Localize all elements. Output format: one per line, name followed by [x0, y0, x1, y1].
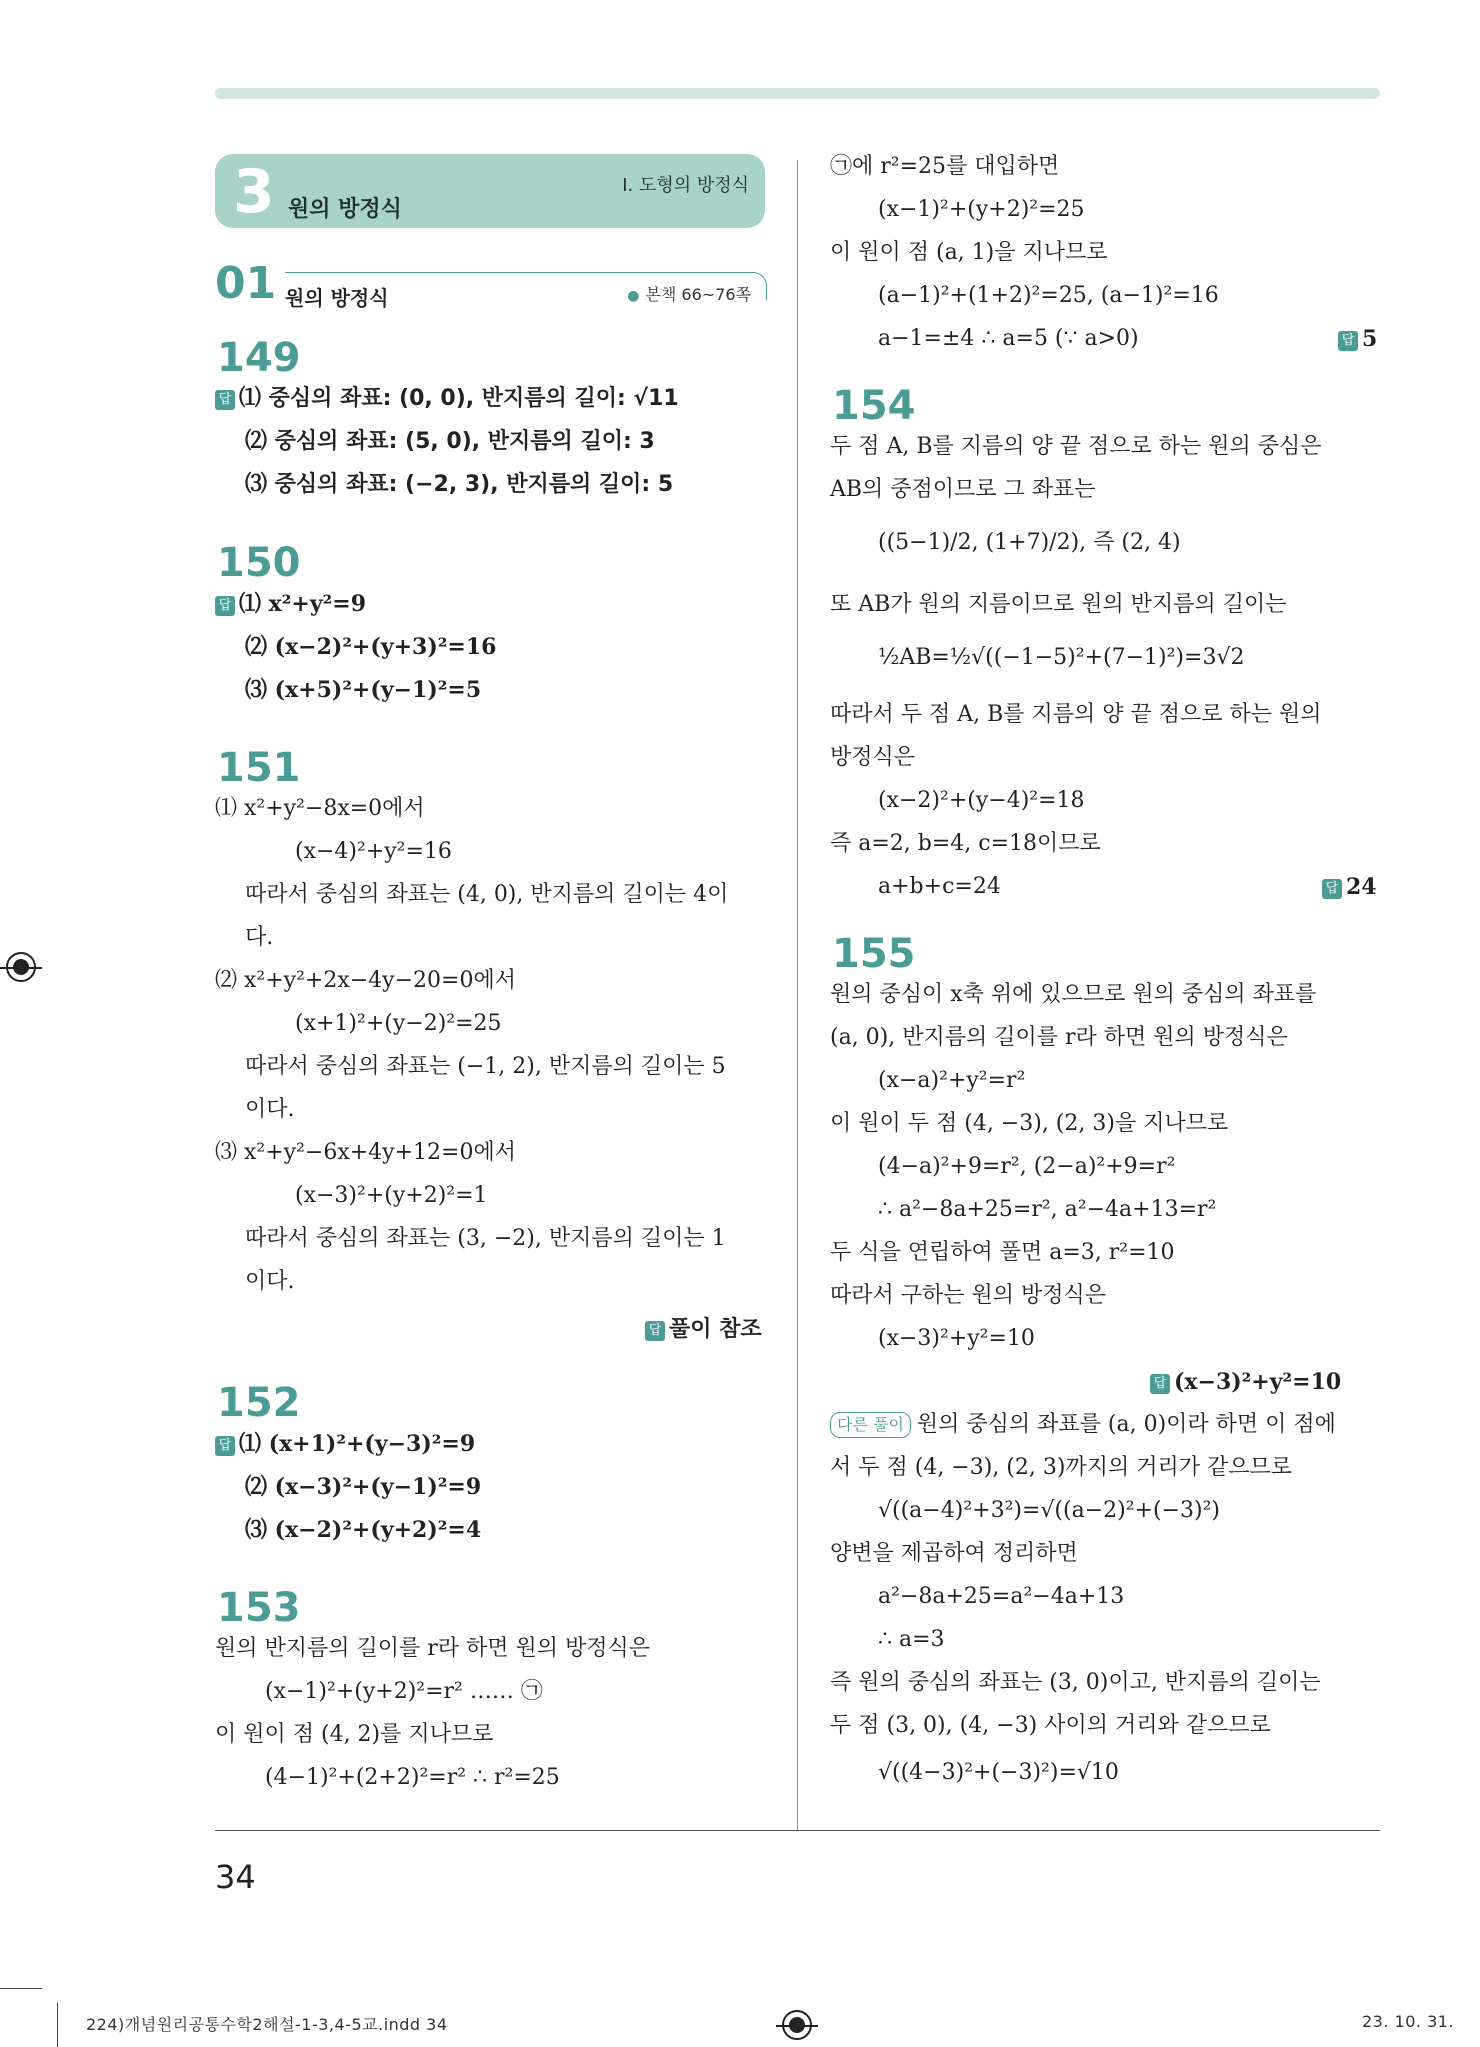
- solution-line: ½AB=½√((−1−5)²+(7−1)²)=3√2: [878, 645, 1245, 670]
- problem-number-153: 153: [217, 1585, 301, 1631]
- section-number: 3: [233, 157, 275, 227]
- final-answer: [1322, 874, 1377, 900]
- solution-line: 즉 a=2, b=4, c=18이므로: [830, 831, 1101, 856]
- solution-line: ⑴ x²+y²−8x=0에서: [215, 796, 425, 821]
- solution-line: (x−2)²+(y−4)²=18: [878, 788, 1085, 813]
- solution-line: (a, 0), 반지름의 길이를 r라 하면 원의 방정식은: [830, 1025, 1288, 1050]
- solution-line: 따라서 두 점 A, B를 지름의 양 끝 점으로 하는 원의: [830, 702, 1322, 727]
- final-answer: [1338, 326, 1377, 352]
- solution-line: ∴ a=3: [878, 1627, 945, 1652]
- textbook-reference: [627, 282, 751, 305]
- solution-line: 두 식을 연립하여 풀면 a=3, r²=10: [830, 1240, 1175, 1265]
- solution-line: ∴ a²−8a+25=r², a²−4a+13=r²: [878, 1197, 1217, 1222]
- problem-number-155: 155: [832, 931, 916, 977]
- answer-badge: 답: [215, 390, 235, 410]
- footer-filename: 224)개념원리공통수학2해설-1-3,4-5교.indd 34: [86, 2015, 448, 2034]
- solution-line: 서 두 점 (4, −3), (2, 3)까지의 거리가 같으므로: [830, 1455, 1292, 1480]
- answer-text: 5: [1362, 326, 1378, 352]
- final-answer: [1150, 1369, 1341, 1395]
- answer-line: ⑶ (x−2)²+(y+2)²=4: [245, 1517, 482, 1543]
- solution-line: 원의 반지름의 길이를 r라 하면 원의 방정식은: [215, 1636, 651, 1661]
- solution-line: [830, 1412, 1336, 1438]
- header-bar: [215, 88, 1380, 99]
- solution-line: (4−1)²+(2+2)²=r² ∴ r²=25: [265, 1765, 560, 1790]
- final-answer: [645, 1312, 762, 1343]
- solution-line: a−1=±4 ∴ a=5 (∵ a>0): [878, 326, 1139, 351]
- answer-line: ⑵ (x−3)²+(y−1)²=9: [245, 1474, 482, 1500]
- solution-line: ((5−1)/2, (1+7)/2), 즉 (2, 4): [878, 530, 1181, 555]
- footer-date: 23. 10. 31.: [1362, 2012, 1455, 2031]
- solution-line: (4−a)²+9=r², (2−a)²+9=r²: [878, 1154, 1176, 1179]
- page-number: 34: [215, 1858, 256, 1896]
- reference-text: 본책 66~76쪽: [645, 285, 751, 304]
- crop-mark: [0, 1988, 42, 1989]
- answer-line: ⑶ 중심의 좌표: (−2, 3), 반지름의 길이: 5: [245, 472, 674, 497]
- solution-line: 또 AB가 원의 지름이므로 원의 반지름의 길이는: [830, 592, 1287, 617]
- answer-line: [215, 591, 366, 617]
- answer-line: ⑶ (x+5)²+(y−1)²=5: [245, 677, 482, 703]
- answer-text: ⑴ 중심의 좌표: (0, 0), 반지름의 길이: √11: [239, 386, 679, 411]
- section-title: 원의 방정식: [288, 197, 402, 222]
- answer-badge: 답: [215, 1436, 235, 1456]
- solution-line: 두 점 (3, 0), (4, −3) 사이의 거리와 같으므로: [830, 1713, 1271, 1738]
- problem-number-154: 154: [832, 383, 916, 429]
- solution-line: √((a−4)²+3²)=√((a−2)²+(−3)²): [878, 1498, 1220, 1523]
- solution-line: 따라서 구하는 원의 방정식은: [830, 1283, 1107, 1308]
- solution-text: 원의 중심의 좌표를 (a, 0)이라 하면 이 점에: [916, 1412, 1336, 1437]
- solution-line: 방정식은: [830, 745, 916, 770]
- solution-line: 다.: [245, 925, 274, 950]
- answer-badge: 답: [1338, 331, 1358, 351]
- solution-line: (x−3)²+y²=10: [878, 1326, 1035, 1351]
- solution-line: 양변을 제곱하여 정리하면: [830, 1541, 1078, 1566]
- answer-line: [215, 386, 679, 412]
- solution-line: AB의 중점이므로 그 좌표는: [830, 477, 1096, 502]
- solution-line: (x−1)²+(y+2)²=25: [878, 197, 1085, 222]
- answer-text: ⑴ x²+y²=9: [239, 591, 367, 617]
- chapter-label: Ⅰ. 도형의 방정식: [622, 175, 749, 196]
- answer-text: 24: [1346, 874, 1377, 900]
- bottom-rule: [215, 1830, 1380, 1831]
- subsection-corner: [753, 272, 767, 300]
- solution-line: 즉 원의 중심의 좌표는 (3, 0)이고, 반지름의 길이는: [830, 1670, 1321, 1695]
- column-divider: [797, 160, 798, 1830]
- answer-line: ⑵ 중심의 좌표: (5, 0), 반지름의 길이: 3: [245, 429, 655, 454]
- section-header: [215, 154, 765, 228]
- subsection-title: 원의 방정식: [285, 286, 389, 310]
- solution-line: 두 점 A, B를 지름의 양 끝 점으로 하는 원의 중심은: [830, 434, 1322, 459]
- solution-line: a+b+c=24: [878, 874, 1001, 899]
- answer-badge: 답: [1322, 879, 1342, 899]
- solution-line: 이 원이 점 (a, 1)을 지나므로: [830, 240, 1108, 265]
- solution-line: (x−3)²+(y+2)²=1: [295, 1183, 488, 1208]
- solution-line: 이 원이 점 (4, 2)를 지나므로: [215, 1722, 494, 1747]
- solution-line: (a−1)²+(1+2)²=25, (a−1)²=16: [878, 283, 1219, 308]
- solution-line: ⑵ x²+y²+2x−4y−20=0에서: [215, 968, 516, 993]
- answer-badge: 답: [215, 596, 235, 616]
- solution-line: (x−a)²+y²=r²: [878, 1068, 1026, 1093]
- problem-number-150: 150: [217, 540, 301, 586]
- registration-mark-icon: [782, 2010, 812, 2040]
- solution-line: 이다.: [245, 1269, 295, 1294]
- registration-mark-icon: [6, 952, 36, 982]
- solution-line: (x−1)²+(y+2)²=r² …… ㉠: [265, 1679, 543, 1704]
- answer-line: [215, 1431, 475, 1457]
- solution-line: (x+1)²+(y−2)²=25: [295, 1011, 502, 1036]
- subsection-header: [215, 258, 767, 310]
- subsection-rule: [285, 272, 755, 273]
- solution-line: 원의 중심이 x축 위에 있으므로 원의 중심의 좌표를: [830, 982, 1317, 1007]
- solution-line: 이 원이 두 점 (4, −3), (2, 3)을 지나므로: [830, 1111, 1229, 1136]
- solution-line: a²−8a+25=a²−4a+13: [878, 1584, 1125, 1609]
- solution-line: 따라서 중심의 좌표는 (−1, 2), 반지름의 길이는 5: [245, 1054, 726, 1079]
- solution-line: 따라서 중심의 좌표는 (4, 0), 반지름의 길이는 4이: [245, 882, 729, 907]
- crop-mark: [57, 2003, 58, 2047]
- subsection-number: 01: [215, 258, 277, 309]
- solution-line: ⑶ x²+y²−6x+4y+12=0에서: [215, 1140, 516, 1165]
- bullet-icon: ●: [627, 288, 640, 304]
- answer-text: ⑴ (x+1)²+(y−3)²=9: [239, 1431, 476, 1457]
- alternative-solution-tag: 다른 풀이: [830, 1412, 911, 1438]
- problem-number-152: 152: [217, 1380, 301, 1426]
- answer-badge: 답: [1150, 1374, 1170, 1394]
- problem-number-149: 149: [217, 335, 301, 381]
- solution-line: (x−4)²+y²=16: [295, 839, 452, 864]
- solution-line: √((4−3)²+(−3)²)=√10: [878, 1760, 1119, 1785]
- answer-text: (x−3)²+y²=10: [1174, 1369, 1342, 1395]
- answer-text: 풀이 참조: [669, 1317, 762, 1342]
- answer-badge: 답: [645, 1321, 665, 1341]
- solution-line: 따라서 중심의 좌표는 (3, −2), 반지름의 길이는 1: [245, 1226, 726, 1251]
- answer-line: ⑵ (x−2)²+(y+3)²=16: [245, 634, 497, 660]
- solution-line: 이다.: [245, 1097, 295, 1122]
- solution-line: ㉠에 r²=25를 대입하면: [830, 154, 1060, 179]
- problem-number-151: 151: [217, 745, 301, 791]
